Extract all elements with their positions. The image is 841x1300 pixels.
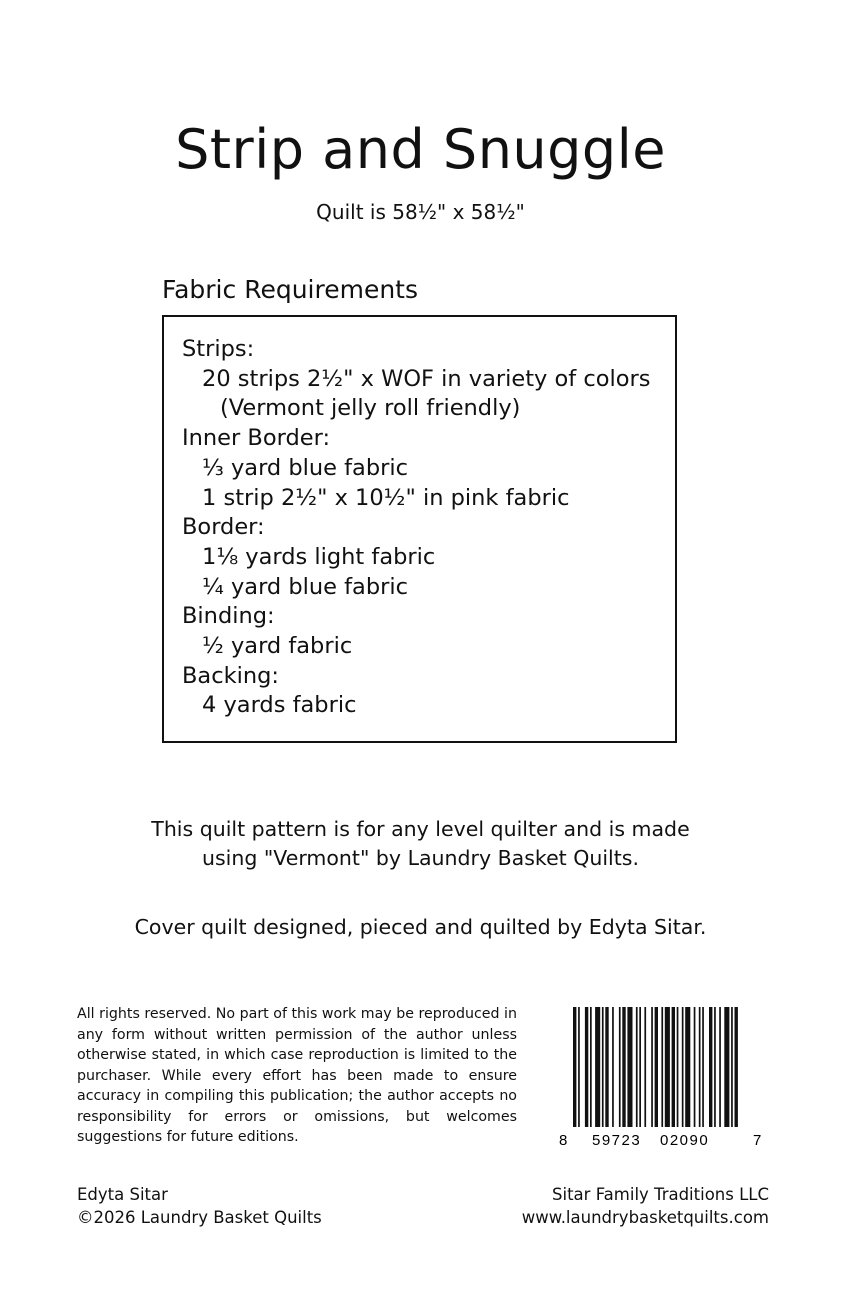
section-label-inner-border: Inner Border: xyxy=(182,425,331,452)
barcode-bar xyxy=(590,1007,592,1127)
description-line-1: This quilt pattern is for any level quilter and is made xyxy=(151,817,690,841)
barcode-bar xyxy=(595,1007,600,1127)
barcode-digits-right: 02090 xyxy=(660,1132,710,1149)
barcode-bar xyxy=(735,1007,738,1127)
requirement-item: 20 strips 2½" x WOF in variety of colors xyxy=(202,365,651,392)
section-label-strips: Strips: xyxy=(182,336,255,362)
description-line-2: using "Vermont" by Laundry Basket Quilts. xyxy=(201,846,639,870)
copyright-notice: All rights reserved. No part of this work may be reproduced in any form without written permission of the author unless otherwise stated, in which case reproduction is limited to the purchaser. While every effort has been made to ensure accuracy in compiling this publication; the author accepts no responsibility for errors or omissions, but welcomes suggestions for future editions. xyxy=(77,1006,517,1145)
quilt-size: Quilt is 58½" x 58½" xyxy=(316,200,525,224)
page-title: Strip and Snuggle xyxy=(175,118,666,181)
barcode-bar xyxy=(714,1007,716,1127)
barcode-bar xyxy=(731,1007,733,1127)
barcode-bar xyxy=(699,1007,701,1127)
barcode-bar xyxy=(702,1007,704,1127)
footer-left xyxy=(77,1183,322,1229)
barcode-bar xyxy=(605,1007,608,1127)
barcode-bar xyxy=(636,1007,638,1127)
section-label-binding: Binding: xyxy=(182,603,275,630)
barcode-digit-first: 8 xyxy=(559,1132,568,1149)
footer-website: www.laundrybasketquilts.com xyxy=(521,1208,769,1227)
requirement-item: ⅓ yard blue fabric xyxy=(202,454,409,481)
barcode-bar xyxy=(682,1007,684,1127)
barcode-bar xyxy=(578,1007,580,1127)
barcode-bar xyxy=(685,1007,690,1127)
barcode-image xyxy=(555,1005,765,1155)
pattern-description xyxy=(0,815,841,873)
barcode-bar xyxy=(694,1007,696,1127)
barcode-bar xyxy=(644,1007,646,1127)
fabric-requirements-heading: Fabric Requirements xyxy=(162,275,418,304)
barcode-bar xyxy=(585,1007,588,1127)
barcode-bar xyxy=(655,1007,658,1127)
barcode-bar xyxy=(573,1007,576,1127)
barcode-bar xyxy=(677,1007,679,1127)
barcode-bar xyxy=(672,1007,675,1127)
barcode-bars xyxy=(573,1007,738,1127)
barcode-bar xyxy=(661,1007,663,1127)
footer-right xyxy=(522,1183,769,1229)
barcode-bar xyxy=(612,1007,614,1127)
footer-copyright: ©2026 Laundry Basket Quilts xyxy=(77,1208,322,1227)
fabric-requirements-box xyxy=(162,315,677,743)
footer-author: Edyta Sitar xyxy=(77,1185,168,1204)
requirement-item: 4 yards fabric xyxy=(202,692,357,719)
section-label-backing: Backing: xyxy=(182,662,279,689)
requirement-note: (Vermont jelly roll friendly) xyxy=(220,395,521,422)
barcode-bar xyxy=(651,1007,653,1127)
barcode-bar xyxy=(639,1007,641,1127)
barcode-bar xyxy=(665,1007,670,1127)
requirement-item: 1 strip 2½" x 10½" in pink fabric xyxy=(202,484,570,511)
requirement-item: ½ yard fabric xyxy=(202,633,353,660)
barcode-digit-last: 7 xyxy=(753,1132,762,1149)
barcode-bar xyxy=(622,1007,625,1127)
barcode-bar xyxy=(719,1007,721,1127)
section-label-border: Border: xyxy=(182,514,265,541)
barcode-digits-left: 59723 xyxy=(592,1132,642,1149)
footer-company: Sitar Family Traditions LLC xyxy=(552,1185,769,1204)
designer-credit: Cover quilt designed, pieced and quilted by Edyta Sitar. xyxy=(134,915,707,939)
barcode-bar xyxy=(619,1007,621,1127)
requirement-item: 1⅛ yards light fabric xyxy=(202,543,436,570)
barcode-bar xyxy=(709,1007,712,1127)
barcode-bar xyxy=(602,1007,604,1127)
barcode-bar xyxy=(724,1007,729,1127)
requirement-item: ¼ yard blue fabric xyxy=(202,573,409,600)
barcode-bar xyxy=(627,1007,632,1127)
